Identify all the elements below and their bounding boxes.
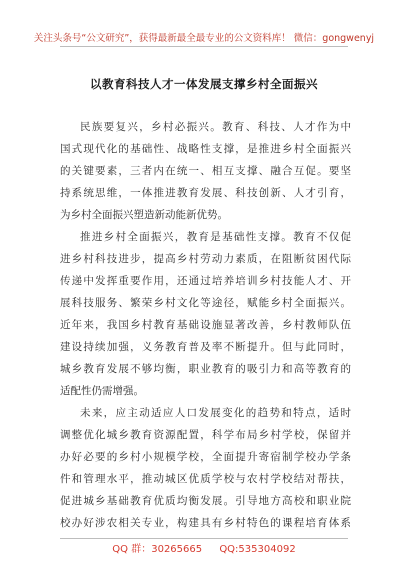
footer-divider: [60, 538, 348, 539]
paragraph-line: 未来，应主动适应人口发展变化的趋势和特点，适时: [80, 407, 351, 419]
paragraph: [60, 402, 351, 534]
document-body: [60, 116, 351, 534]
paragraph-line: 适配性仍需增强。: [60, 385, 144, 397]
paragraph-line: 推进乡村全面振兴，教育是基础性支撑。教育不仅促: [80, 231, 351, 243]
paragraph: [60, 116, 351, 226]
paragraph-line: 为乡村全面振兴塑造新动能新优势。: [60, 209, 228, 221]
paragraph-line: 传递中发挥重要作用，还通过培养培训乡村技能人才、开: [60, 275, 351, 287]
paragraph-line: 调整优化城乡教育资源配置，科学布局乡村学校，保留并: [60, 429, 351, 441]
paragraph-line: 建设持续加强，义务教育普及率不断提升。但与此同时，: [60, 341, 351, 353]
document-title: 以教育科技人才一体发展支撑乡村全面振兴: [90, 77, 318, 91]
paragraph-line: 件和管理水平，推动城区优质学校与农村学校结对帮扶，: [60, 473, 351, 485]
paragraph-line: 近年来，我国乡村教育基础设施显著改善，乡村教师队伍: [60, 319, 351, 331]
paragraph-line: 展科技服务、繁荣乡村文化等途径，赋能乡村全面振兴。: [60, 297, 351, 309]
paragraph-line: 校办好涉农相关专业，构建具有乡村特色的课程培育体系: [60, 517, 351, 529]
header-note: 关注头条号“公文研究”，获得最新最全最专业的公文资料库！ 微信：gongwenyj: [33, 33, 375, 44]
footer-contact: [0, 540, 408, 555]
paragraph-line: 促进城乡基础教育优质均衡发展。引导地方高校和职业院: [60, 495, 351, 507]
paragraph-line: 国式现代化的基础性、战略性支撑，是推进乡村全面振兴: [60, 143, 351, 155]
paragraph-line: 持系统思维，一体推进教育发展、科技创新、人才引育，: [60, 187, 351, 199]
paragraph: [60, 226, 351, 402]
footer-qq-group: QQ 群：30265665: [112, 544, 203, 555]
paragraph-line: 办好必要的乡村小规模学校，全面提升寄宿制学校办学条: [60, 451, 351, 463]
footer-qq: QQ:535304092: [219, 544, 296, 555]
header-divider: [60, 46, 348, 47]
paragraph-line: 城乡教育发展不够均衡，职业教育的吸引力和高等教育的: [60, 363, 351, 375]
paragraph-line: 民族要复兴，乡村必振兴。教育、科技、人才作为中: [80, 121, 351, 133]
paragraph-line: 的关键要素，三者内在统一、相互支撑、融合互促。要坚: [60, 165, 351, 177]
paragraph-line: 进乡村科技进步，提高乡村劳动力素质，在阻断贫困代际: [60, 253, 351, 265]
